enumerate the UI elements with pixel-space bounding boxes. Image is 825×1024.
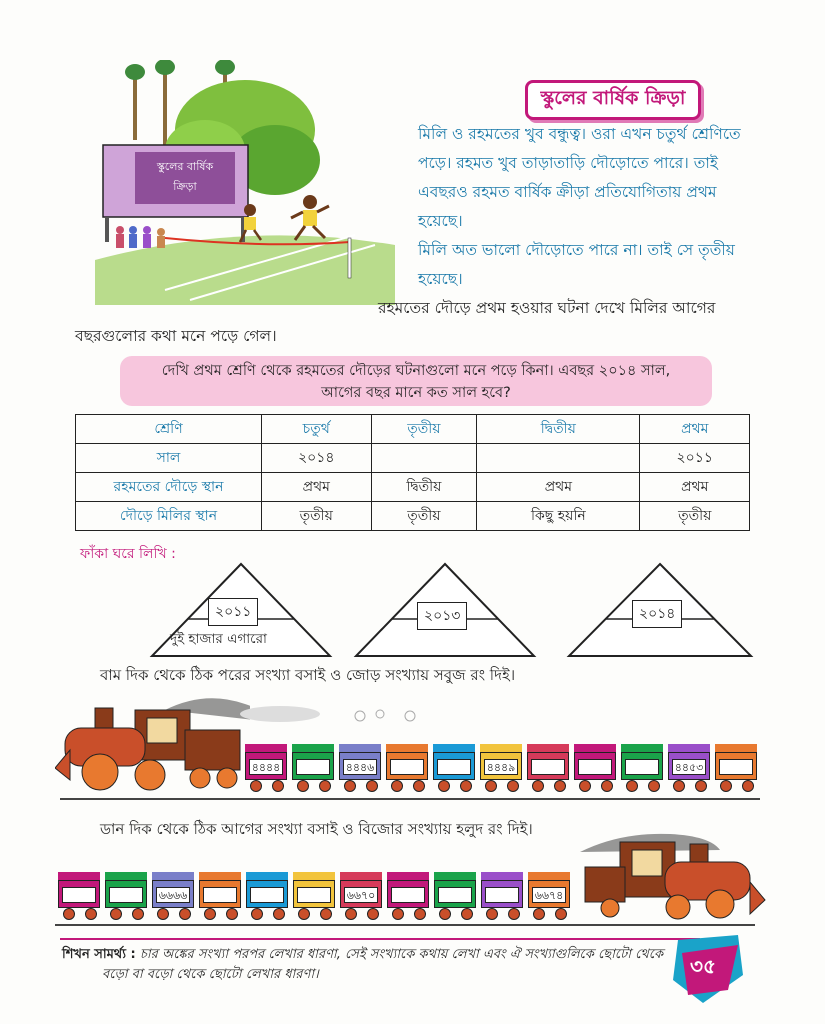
train-wagon — [152, 872, 194, 914]
wagon-wheel — [272, 780, 284, 792]
footer-text-2: বড়ো বা বড়ো থেকে ছোটো লেখার ধারণা। — [102, 967, 319, 982]
table-cell: তৃতীয় — [640, 502, 750, 531]
question-line2: আগের বছর মানে কত সাল হবে? — [321, 385, 511, 401]
table-cell: ২০১১ — [640, 444, 750, 473]
wagon-roof — [340, 872, 382, 880]
wagon-wheel — [626, 780, 638, 792]
train-wagon — [58, 872, 100, 914]
table-cell: তৃতীয় — [371, 415, 477, 444]
wagon-wheel — [179, 908, 191, 920]
train-wagon — [528, 872, 570, 914]
wagon-wheel — [460, 780, 472, 792]
wagon-number-blank[interactable] — [297, 887, 331, 903]
wagon-roof — [668, 744, 710, 752]
table-cell: রহমতের দৌড়ে স্থান — [76, 473, 262, 502]
wagon-number-blank[interactable] — [625, 759, 659, 775]
table-cell: দ্বিতীয় — [371, 473, 477, 502]
wagon-roof — [480, 744, 522, 752]
wagon-roof — [715, 744, 757, 752]
wagon-body — [433, 752, 475, 780]
table-cell: প্রথম — [262, 473, 372, 502]
train-wagon — [387, 872, 429, 914]
intro-line: হয়েছে। — [418, 270, 463, 288]
wagon-wheel — [695, 780, 707, 792]
train-wagon — [293, 872, 335, 914]
wagon-body — [199, 880, 241, 908]
wagon-wheel — [392, 908, 404, 920]
wagon-wheel — [439, 908, 451, 920]
footer-label: শিখন সামর্থ্য : — [62, 947, 136, 962]
question-box — [120, 356, 712, 406]
table-cell: চতুর্থ — [262, 415, 372, 444]
triangle-year-box: ২০১৩ — [417, 602, 467, 630]
wagon-number: ৪৪৪৯ — [484, 759, 518, 775]
train-wagon — [480, 744, 522, 786]
wagon-wheel — [508, 908, 520, 920]
train-wagon — [527, 744, 569, 786]
footer-text: চার অঙ্কের সংখ্যা পরপর লেখার ধারণা, সেই সংখ্যাকে কথায় লেখা এবং ঐ সংখ্যাগুলিকে ছোটো থেকে — [139, 947, 664, 962]
wagon-wheel — [251, 908, 263, 920]
learning-outcome-note — [62, 945, 682, 985]
wagon-number-blank[interactable] — [719, 759, 753, 775]
wagon-roof — [434, 872, 476, 880]
fill-in-label: ফাঁকা ঘরে লিখি : — [80, 546, 176, 562]
wagon-roof — [339, 744, 381, 752]
wagon-body — [527, 752, 569, 780]
wagon-number-blank[interactable] — [485, 887, 519, 903]
train-wagon — [481, 872, 523, 914]
recall-text-line2: বছরগুলোর কথা মনে পড়ে গেল। — [75, 327, 277, 345]
wagon-roof — [481, 872, 523, 880]
wagon-number: ৬৬৬৬ — [156, 887, 190, 903]
wagon-body — [481, 880, 523, 908]
wagon-wheel — [413, 780, 425, 792]
table-cell: তৃতীয় — [262, 502, 372, 531]
wagon-roof — [58, 872, 100, 880]
wagon-wheel — [110, 908, 122, 920]
wagon-wheel — [673, 780, 685, 792]
wagon-wheel — [85, 908, 97, 920]
wagon-roof — [574, 744, 616, 752]
wagon-number-blank[interactable] — [437, 759, 471, 775]
train-engine-left — [55, 690, 250, 800]
wagon-roof — [245, 744, 287, 752]
wagon-wheel — [507, 780, 519, 792]
triangle-year-box: ২০১১ — [208, 598, 258, 626]
wagon-wheel — [297, 780, 309, 792]
wagon-number: ৪৪৪৪ — [249, 759, 283, 775]
train-wagon — [434, 872, 476, 914]
intro-line: পড়ে। রহমত খুব তাড়াতাড়ি দৌড়োতে পারে। তাই — [418, 154, 718, 172]
wagon-body — [434, 880, 476, 908]
wagon-roof — [621, 744, 663, 752]
wagon-wheel — [319, 780, 331, 792]
wagon-wheel — [720, 780, 732, 792]
intro-line: মিলি ও রহমতের খুব বন্ধুত্ব। ওরা এখন চতুর্থ শ্রেণিতে — [418, 125, 741, 143]
wagon-body — [574, 752, 616, 780]
wagon-wheel — [344, 780, 356, 792]
train-wagon — [340, 872, 382, 914]
wagon-number-blank[interactable] — [296, 759, 330, 775]
wagon-wheel — [485, 780, 497, 792]
wagon-wheel — [157, 908, 169, 920]
wagon-wheel — [742, 780, 754, 792]
wagon-wheel — [132, 908, 144, 920]
table-row — [76, 444, 750, 473]
table-cell-blank[interactable] — [371, 444, 477, 473]
wagon-roof — [199, 872, 241, 880]
wagon-wheel — [273, 908, 285, 920]
wagon-number-blank[interactable] — [438, 887, 472, 903]
wagon-wheel — [461, 908, 473, 920]
wagon-wheel — [366, 780, 378, 792]
wagon-number-blank[interactable] — [578, 759, 612, 775]
wagon-wheel — [579, 780, 591, 792]
wagon-wheel — [486, 908, 498, 920]
wagon-wheel — [438, 780, 450, 792]
train-wagon — [386, 744, 428, 786]
train-wagon — [433, 744, 475, 786]
wagon-wheel — [532, 780, 544, 792]
intro-paragraph — [418, 120, 758, 294]
race-record-table — [75, 414, 750, 531]
table-cell: কিছু হয়নি — [477, 502, 640, 531]
wagon-number: ৬৬৭০ — [344, 887, 378, 903]
wagon-roof — [293, 872, 335, 880]
wagon-roof — [292, 744, 334, 752]
wagon-body — [293, 880, 335, 908]
wagon-roof — [528, 872, 570, 880]
wagon-number-blank[interactable] — [391, 887, 425, 903]
wagon-body — [105, 880, 147, 908]
banner-line2: ক্রিড়া — [173, 180, 197, 193]
sports-day-illustration — [95, 60, 395, 305]
wagon-number-blank[interactable] — [109, 887, 143, 903]
wagon-roof — [246, 872, 288, 880]
wagon-body — [480, 752, 522, 780]
wagon-wheel — [533, 908, 545, 920]
train-wagon — [715, 744, 757, 786]
rail-track — [60, 798, 760, 800]
train-wagon — [668, 744, 710, 786]
train-wagon — [245, 744, 287, 786]
wagon-wheel — [555, 908, 567, 920]
wagon-roof — [433, 744, 475, 752]
table-row — [76, 415, 750, 444]
table-cell: ২০১৪ — [262, 444, 372, 473]
question-line1: দেখি প্রথম শ্রেণি থেকে রহমতের দৌড়ের ঘটনাগুলো মনে পড়ে কিনা। এবছর ২০১৪ সাল, — [161, 363, 671, 379]
table-cell-blank[interactable] — [477, 444, 640, 473]
wagon-wheel — [648, 780, 660, 792]
table-cell: দ্বিতীয় — [477, 415, 640, 444]
wagon-body — [715, 752, 757, 780]
wagon-body — [339, 752, 381, 780]
smoke-trail — [240, 700, 570, 730]
wagon-wheel — [63, 908, 75, 920]
wagon-number-blank[interactable] — [250, 887, 284, 903]
table-row — [76, 502, 750, 531]
wagon-roof — [152, 872, 194, 880]
wagon-body — [246, 880, 288, 908]
table-cell: সাল — [76, 444, 262, 473]
footer-divider — [60, 938, 700, 940]
train-wagon — [292, 744, 334, 786]
wagon-number-blank[interactable] — [531, 759, 565, 775]
wagon-roof — [387, 872, 429, 880]
rail-track — [55, 924, 755, 926]
wagon-body — [152, 880, 194, 908]
wagon-body — [621, 752, 663, 780]
wagon-body — [386, 752, 428, 780]
train-wagon — [621, 744, 663, 786]
wagon-body — [528, 880, 570, 908]
train-wagon — [105, 872, 147, 914]
wagon-body — [340, 880, 382, 908]
wagon-body — [245, 752, 287, 780]
wagon-wheel — [320, 908, 332, 920]
wagon-number: ৬৬৭৪ — [532, 887, 566, 903]
section-title: স্কুলের বার্ষিক ক্রিড়া — [525, 80, 701, 120]
wagon-wheel — [391, 780, 403, 792]
wagon-number-blank[interactable] — [62, 887, 96, 903]
intro-line: মিলি অত ভালো দৌড়োতে পারে না। তাই সে তৃতীয় — [418, 241, 735, 259]
train-wagons-ascending — [245, 744, 765, 796]
instruction-even-green: বাম দিক থেকে ঠিক পরের সংখ্যা বসাই ও জোড় সংখ্যায় সবুজ রং দিই। — [100, 666, 516, 684]
wagon-wheel — [226, 908, 238, 920]
train-wagon — [339, 744, 381, 786]
wagon-wheel — [345, 908, 357, 920]
wagon-wheel — [204, 908, 216, 920]
train-wagons-descending — [58, 872, 578, 924]
table-cell: প্রথম — [477, 473, 640, 502]
instruction-odd-yellow: ডান দিক থেকে ঠিক আগের সংখ্যা বসাই ও বিজোর সংখ্যায় হলুদ রং দিই। — [100, 820, 533, 838]
wagon-body — [668, 752, 710, 780]
banner-line1: স্কুলের বার্ষিক — [156, 160, 214, 173]
train-wagon — [199, 872, 241, 914]
wagon-roof — [386, 744, 428, 752]
wagon-number-blank[interactable] — [203, 887, 237, 903]
train-engine-right — [580, 822, 770, 922]
train-wagon — [246, 872, 288, 914]
wagon-wheel — [298, 908, 310, 920]
table-row — [76, 473, 750, 502]
wagon-body — [387, 880, 429, 908]
wagon-number: ৪৪৪৬ — [343, 759, 377, 775]
table-cell: তৃতীয় — [371, 502, 477, 531]
triangle-year-box: ২০১৪ — [632, 600, 682, 628]
wagon-number-blank[interactable] — [390, 759, 424, 775]
wagon-body — [292, 752, 334, 780]
recall-text-line1: রহমতের দৌড়ে প্রথম হওয়ার ঘটনা দেখে মিলির আগের — [378, 299, 716, 317]
table-cell: শ্রেণি — [76, 415, 262, 444]
wagon-body — [58, 880, 100, 908]
wagon-wheel — [601, 780, 613, 792]
table-cell: প্রথম — [640, 473, 750, 502]
wagon-number: ৪৪৫৩ — [672, 759, 706, 775]
table-cell: দৌড়ে মিলির স্থান — [76, 502, 262, 531]
table-cell: প্রথম — [640, 415, 750, 444]
wagon-roof — [527, 744, 569, 752]
wagon-roof — [105, 872, 147, 880]
wagon-wheel — [250, 780, 262, 792]
page-number: ৩৫ — [690, 954, 716, 978]
intro-line: এবছরও রহমত বার্ষিক ক্রীড়া প্রতিযোগিতায় প্রথম হয়েছে। — [418, 183, 717, 230]
wagon-wheel — [414, 908, 426, 920]
wagon-wheel — [554, 780, 566, 792]
triangle-words: দুই হাজার এগারো — [170, 631, 267, 647]
train-wagon — [574, 744, 616, 786]
wagon-wheel — [367, 908, 379, 920]
